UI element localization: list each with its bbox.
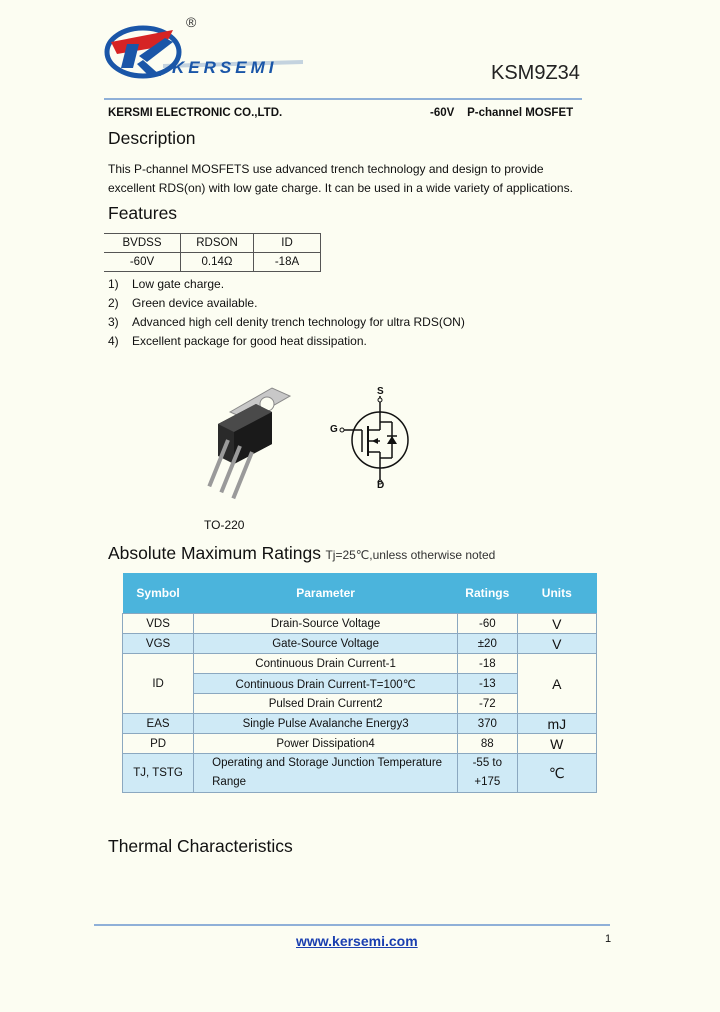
list-item: 1) Low gate charge. — [108, 277, 225, 291]
table-header: BVDSS — [104, 234, 181, 253]
thermal-heading: Thermal Characteristics — [108, 836, 293, 856]
column-header: Ratings — [458, 573, 518, 614]
brand-name: KERSEMI — [172, 58, 278, 77]
header-rule — [104, 98, 582, 100]
table-cell: -60V — [104, 253, 181, 272]
table-row: ID Continuous Drain Current-1 -18 A — [123, 654, 597, 674]
table-header: RDSON — [181, 234, 254, 253]
description-line: excellent RDS(on) with low gate charge. It can be used in a wide variety of applications. — [108, 181, 573, 195]
table-row: VGS Gate-Source Voltage ±20 V — [123, 634, 597, 654]
table-cell: -18A — [254, 253, 321, 272]
table-row: Continuous Drain Current-T=100℃ -13 — [123, 674, 597, 694]
table-row: PD Power Dissipation4 88 W — [123, 734, 597, 754]
features-heading: Features — [108, 203, 178, 223]
pin-s-label: S — [377, 386, 384, 397]
part-number: KSM9Z34 — [491, 62, 580, 84]
device-subtitle: -60V P-channel MOSFET — [430, 107, 574, 119]
table-row: Pulsed Drain Current2 -72 — [123, 694, 597, 714]
pin-g-label: G — [330, 424, 338, 435]
table-row: TJ, TSTG Operating and Storage Junction Temperature Range -55 to +175 ℃ — [123, 754, 597, 793]
registered-mark: ® — [186, 14, 197, 30]
page-number: 1 — [605, 933, 612, 945]
features-list — [108, 275, 465, 351]
website-link[interactable]: www.kersemi.com — [296, 933, 418, 949]
description-line: This P-channel MOSFETS use advanced trench technology and design to provide — [108, 162, 544, 176]
description-text — [108, 160, 588, 198]
ratings-heading: Absolute Maximum Ratings — [108, 543, 321, 563]
column-header: Units — [517, 573, 596, 614]
list-item: 2) Green device available. — [108, 296, 258, 310]
list-item: 4) Excellent package for good heat dissipation. — [108, 334, 367, 348]
company-name: KERSMI ELECTRONIC CO.,LTD. — [108, 107, 283, 119]
ratings-table — [122, 573, 597, 793]
to220-package-image — [200, 384, 300, 506]
column-header: Symbol — [123, 573, 194, 614]
pin-d-label: D — [377, 480, 385, 491]
column-header: Parameter — [194, 573, 458, 614]
footer-rule — [94, 924, 610, 926]
table-cell: 0.14Ω — [181, 253, 254, 272]
features-table — [104, 233, 321, 272]
table-row: VDS Drain-Source Voltage -60 V — [123, 614, 597, 634]
table-row: EAS Single Pulse Avalanche Energy3 370 mJ — [123, 714, 597, 734]
mosfet-symbol-icon — [328, 386, 418, 492]
table-header: ID — [254, 234, 321, 253]
description-heading: Description — [108, 128, 196, 148]
ratings-heading-line — [108, 543, 495, 564]
list-item: 3) Advanced high cell denity trench technology for ultra RDS(ON) — [108, 315, 465, 329]
package-label: TO-220 — [204, 518, 245, 532]
ratings-condition: Tj=25℃,unless otherwise noted — [325, 548, 496, 562]
